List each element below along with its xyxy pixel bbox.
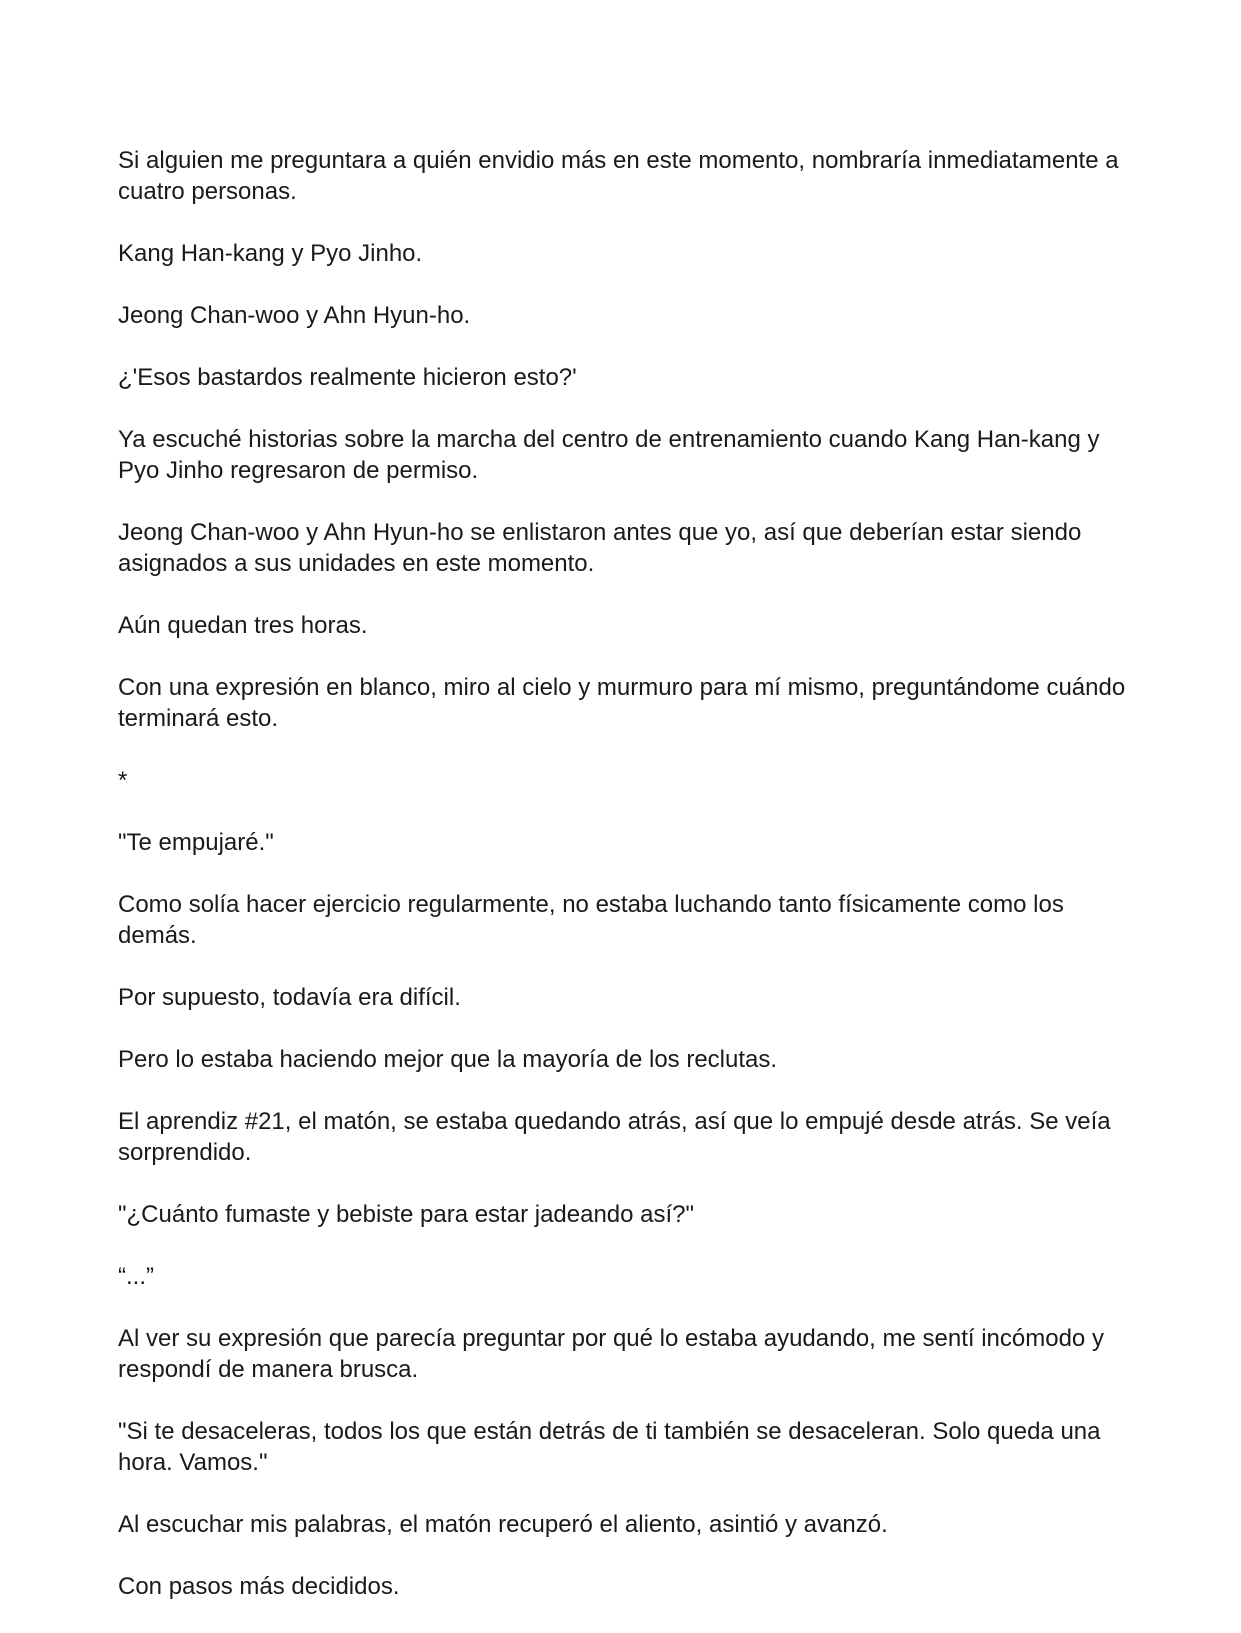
- paragraph: Jeong Chan-woo y Ahn Hyun-ho.: [118, 302, 471, 329]
- paragraph: El aprendiz #21, el matón, se estaba quedando atrás, así que lo empujé desde atrás. Se veía sorprendido.: [118, 1108, 1111, 1166]
- paragraph: ¿'Esos bastardos realmente hicieron esto?': [118, 364, 577, 391]
- paragraph: Pero lo estaba haciendo mejor que la mayoría de los reclutas.: [118, 1046, 778, 1073]
- paragraph: Como solía hacer ejercicio regularmente, no estaba luchando tanto físicamente como los demás.: [118, 891, 1064, 949]
- paragraph: “...”: [118, 1263, 154, 1290]
- paragraph: Por supuesto, todavía era difícil.: [118, 984, 461, 1011]
- paragraph: Aún quedan tres horas.: [118, 612, 368, 639]
- document-body: [118, 145, 1128, 1633]
- paragraph: "¿Cuánto fumaste y bebiste para estar jadeando así?": [118, 1201, 695, 1228]
- scene-break: *: [118, 767, 128, 794]
- paragraph: "Te empujaré.": [118, 829, 274, 856]
- paragraph: Con pasos más decididos.: [118, 1573, 400, 1600]
- paragraph: Kang Han-kang y Pyo Jinho.: [118, 240, 423, 267]
- paragraph: Al ver su expresión que parecía preguntar por qué lo estaba ayudando, me sentí incómodo y respondí de manera brusca.: [118, 1325, 1104, 1383]
- paragraph: Ya escuché historias sobre la marcha del centro de entrenamiento cuando Kang Han-kang y Pyo Jinho regresaron de permiso.: [118, 426, 1100, 484]
- paragraph: "Si te desaceleras, todos los que están detrás de ti también se desaceleran. Solo queda una hora. Vamos.": [118, 1418, 1101, 1476]
- paragraph: Jeong Chan-woo y Ahn Hyun-ho se enlistaron antes que yo, así que deberían estar siendo asignados a sus unidades en este momento.: [118, 519, 1082, 577]
- paragraph: Con una expresión en blanco, miro al cielo y murmuro para mí mismo, preguntándome cuándo terminará esto.: [118, 674, 1126, 732]
- paragraph: Al escuchar mis palabras, el matón recuperó el aliento, asintió y avanzó.: [118, 1511, 888, 1538]
- paragraph: Si alguien me preguntara a quién envidio más en este momento, nombraría inmediatamente a cuatro personas.: [118, 147, 1119, 205]
